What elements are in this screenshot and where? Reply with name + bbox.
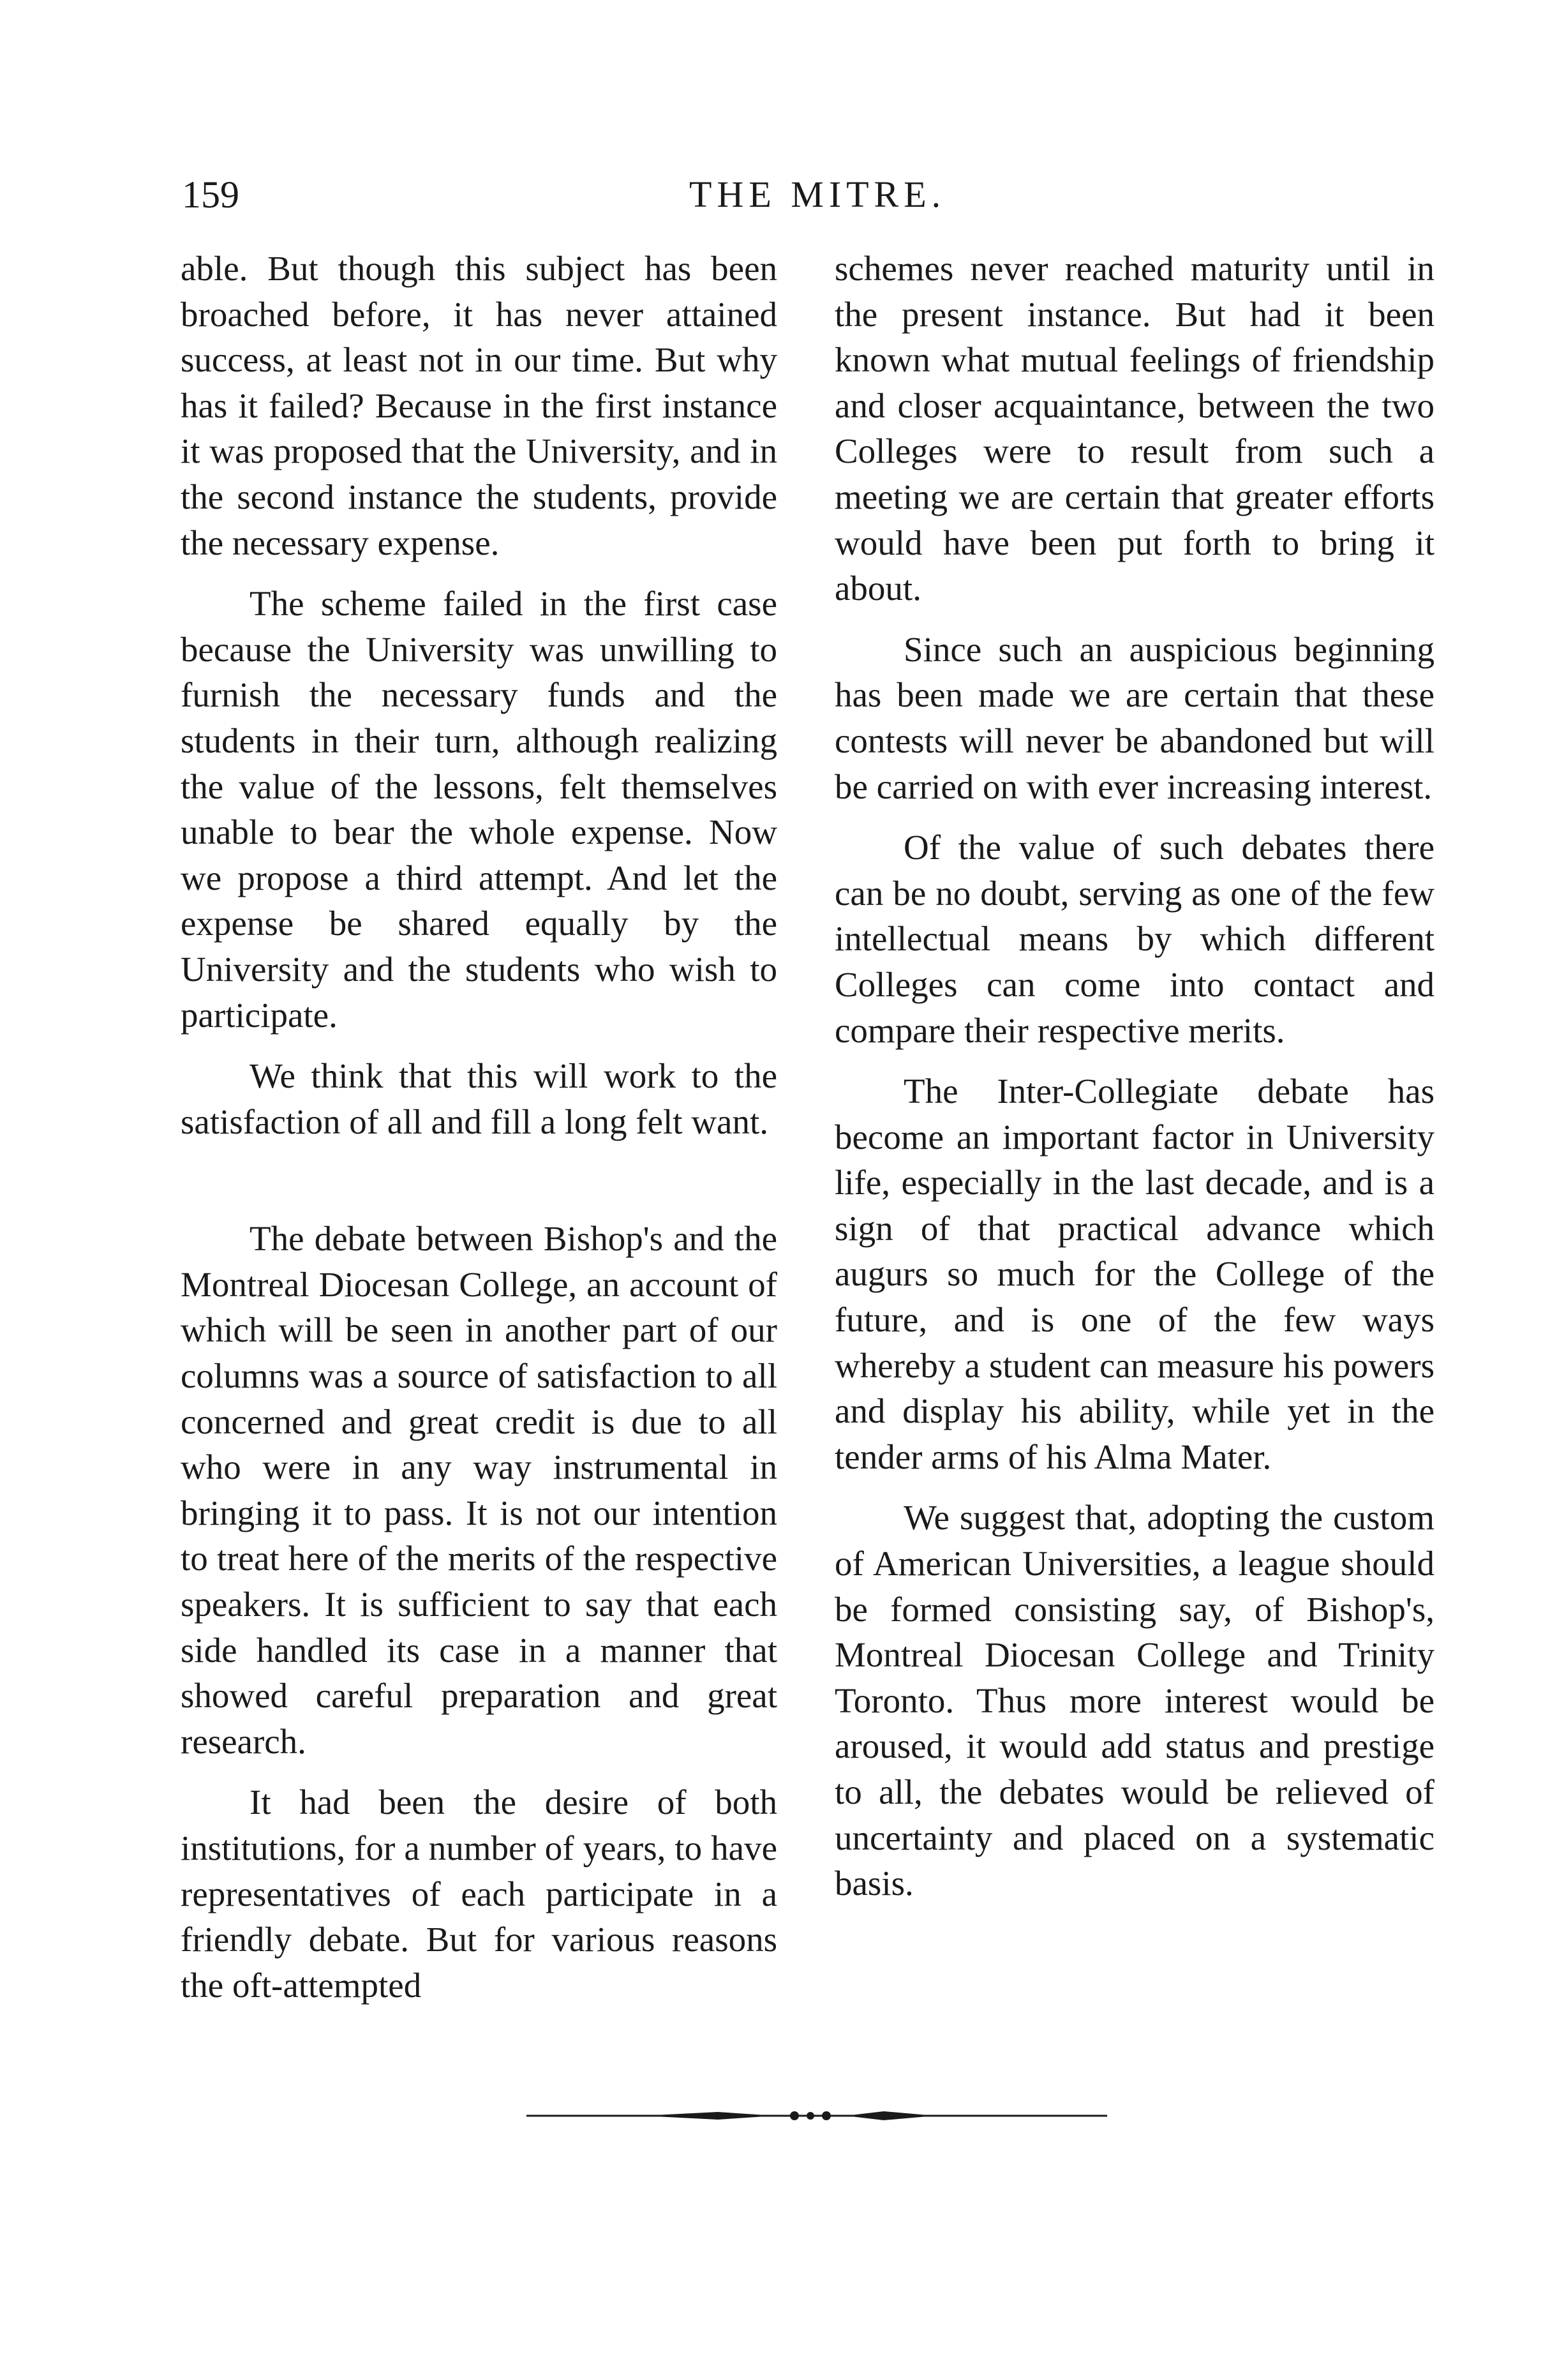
page-number: 159	[182, 174, 239, 216]
paragraph: Of the value of such debates there can be no doubt, serving as one of the few intellectual means by which different Colleges can come into contact and compare their respective merits.	[835, 828, 1434, 1050]
ornamental-rule	[526, 2106, 1107, 2125]
paragraph: We suggest that, adopting the custom of American Universities, a league should be formed consisting say, of Bishop's, Montreal Diocesan College and Trinity Toronto. Thus more interest would be aroused, it would add status and prestige to all, the debates would be relieved of uncertainty and placed on a systematic basis.	[835, 1498, 1434, 1903]
left-column	[181, 246, 777, 2008]
journal-title: THE MITRE.	[689, 174, 946, 215]
paragraph: We think that this will work to the satisfaction of all and fill a long felt want.	[181, 1056, 777, 1141]
right-column	[835, 246, 1434, 1906]
paragraph: The scheme failed in the first case because the University was unwilling to furnish the necessary funds and the students in their turn, although realizing the value of the lessons, felt themselves unable to bear the whole expense. Now we propose a third attempt. And let the expense be shared equally by the University and the students who wish to participate.	[181, 584, 777, 1035]
paragraph: schemes never reached maturity until in the present instance. But had it been known what mutual feelings of friendship and closer acquaintance, between the two Colleges were to result from such a meeting we are certain that greater efforts would have been put forth to bring it about.	[835, 249, 1434, 608]
paragraph: Since such an auspicious beginning has been made we are certain that these contests will never be abandoned but will be carried on with ever increasing interest.	[835, 629, 1434, 806]
paragraph: It had been the desire of both institutions, for a number of years, to have representatives of each participate in a friendly debate. But for various reasons the oft-attempted	[181, 1783, 777, 2005]
paragraph: The Inter-Collegiate debate has become an important factor in University life, especially in the last decade, and is a sign of that practical advance which augurs so much for the College of the future, and is one of the few ways whereby a student can measure his powers and display his ability, while yet in the tender arms of his Alma Mater.	[835, 1072, 1434, 1476]
paragraph: able. But though this subject has been broached before, it has never attained success, at least not in our time. But why has it failed? Because in the first instance it was proposed that the University, and in the second instance the students, provide the necessary expense.	[181, 249, 777, 562]
paragraph: The debate between Bishop's and the Montreal Diocesan College, an account of which will be seen in another part of our columns was a source of satisfaction to all concerned and great credit is due to all who were in any way instrumental in bringing it to pass. It is not our intention to treat here of the merits of the respective speakers. It is sufficient to say that each side handled its case in a manner that showed careful preparation and great research.	[181, 1219, 777, 1761]
